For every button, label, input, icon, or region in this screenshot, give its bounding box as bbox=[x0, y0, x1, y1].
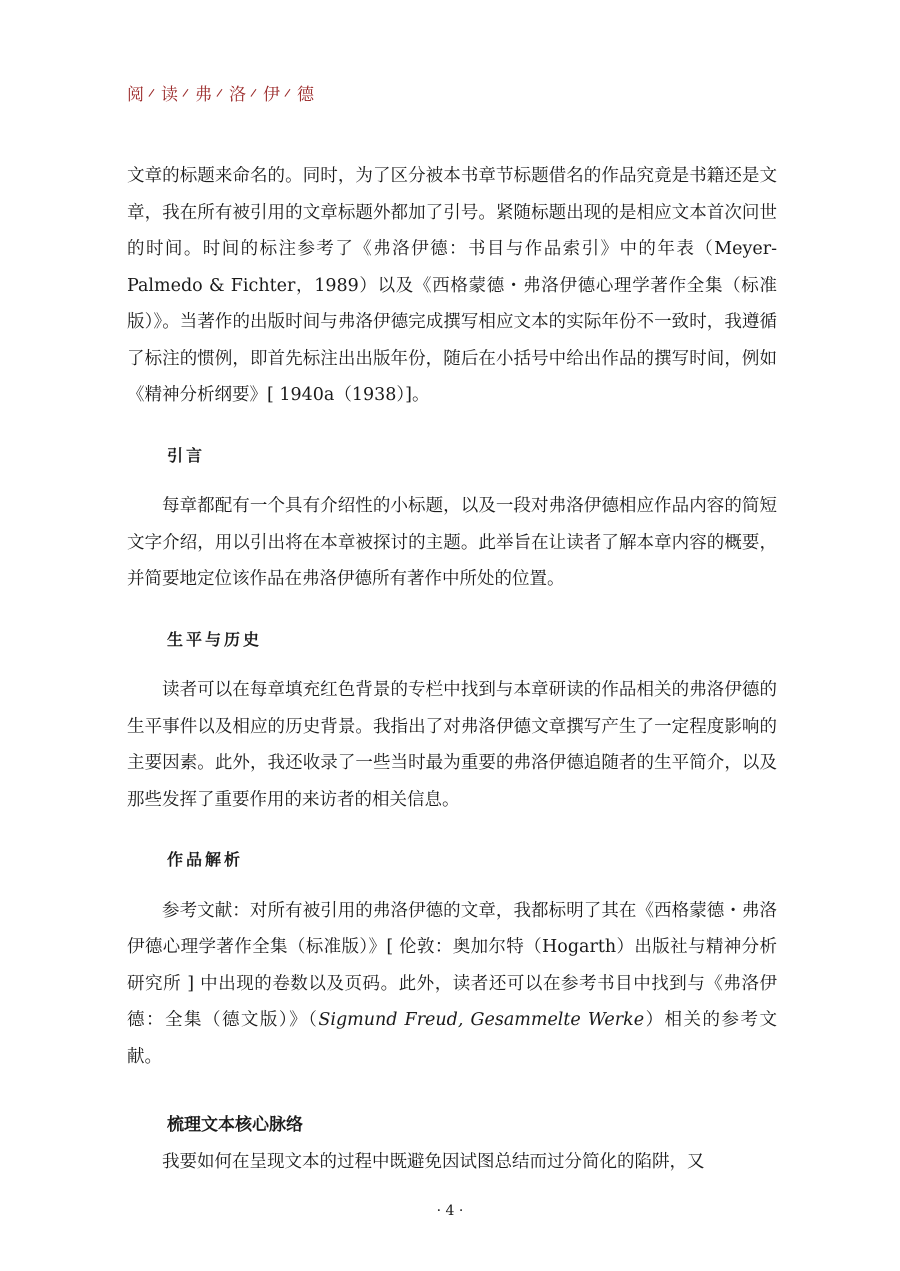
header-separator bbox=[284, 87, 293, 99]
section-heading-biography: 生平与历史 bbox=[167, 629, 263, 649]
references-text-b: ）相关的参考文献。 bbox=[127, 1010, 777, 1067]
section-heading-analysis: 作品解析 bbox=[167, 850, 244, 869]
header-char: 阅 bbox=[127, 85, 144, 105]
header-char: 读 bbox=[161, 85, 178, 105]
header-separator bbox=[216, 87, 225, 99]
page-number: · 4 · bbox=[436, 1203, 464, 1219]
header-char: 伊 bbox=[263, 85, 280, 105]
header-char: 德 bbox=[297, 85, 314, 105]
paragraph-introduction: 每章都配有一个具有介绍性的小标题，以及一段对弗洛伊德相应作品内容的简短文字介绍，用以引出将在本章被探讨的主题。此举旨在让读者了解本章内容的概要，并简要地定位该作品在弗洛伊德所有著作中所处的位置。 bbox=[127, 496, 777, 589]
header-char: 弗 bbox=[195, 85, 212, 105]
references-italic-title: Sigmund Freud, Gesammelte Werke bbox=[318, 1010, 645, 1030]
section-heading-introduction: 引言 bbox=[167, 445, 206, 465]
paragraph-core: 我要如何在呈现文本的过程中既避免因试图总结而过分简化的陷阱，又 bbox=[162, 1151, 705, 1172]
header-separator bbox=[250, 87, 259, 99]
page-body bbox=[127, 158, 777, 1180]
paragraph-biography: 读者可以在每章填充红色背景的专栏中找到与本章研读的作品相关的弗洛伊德的生平事件以及相应的历史背景。我指出了对弗洛伊德文章撰写产生了一定程度影响的主要因素。此外，我还收录了一些当时最为重要的弗洛伊德追随者的生平简介，以及那些发挥了重要作用的来访者的相关信息。 bbox=[127, 680, 777, 810]
paragraph-references bbox=[127, 893, 777, 1076]
header-char: 洛 bbox=[229, 85, 246, 105]
paragraph-continued: 文章的标题来命名的。同时，为了区分被本书章节标题借名的作品究竟是书籍还是文章，我在所有被引用的文章标题外都加了引号。紧随标题出现的是相应文本首次问世的时间。时间的标注参考了《弗洛伊德：书目与作品索引》中的年表（Meyer-Palmedo & Fichter，1989）以及《西格蒙德・弗洛伊德心理学著作全集（标准版）》。当著作的出版时间与弗洛伊德完成撰写相应文本的实际年份不一致时，我遵循了标注的惯例，即首先标注出出版年份，随后在小括号中给出作品的撰写时间，例如《精神分析纲要》[ 1940a（1938）]。 bbox=[127, 166, 777, 405]
header-separator bbox=[148, 87, 157, 99]
running-header bbox=[127, 80, 314, 105]
header-separator bbox=[182, 87, 191, 99]
references-text-a: 参考文献：对所有被引用的弗洛伊德的文章，我都标明了其在《西格蒙德・弗洛伊德心理学著作全集（标准版）》[ 伦敦：奥加尔特（Hogarth）出版社与精神分析研究所 ] 中出现的卷数以及页码。此外，读者还可以在参考书目中找到与《弗洛伊德：全集（德文版）》（ bbox=[127, 900, 777, 1030]
section-heading-core: 梳理文本核心脉络 bbox=[167, 1115, 303, 1135]
